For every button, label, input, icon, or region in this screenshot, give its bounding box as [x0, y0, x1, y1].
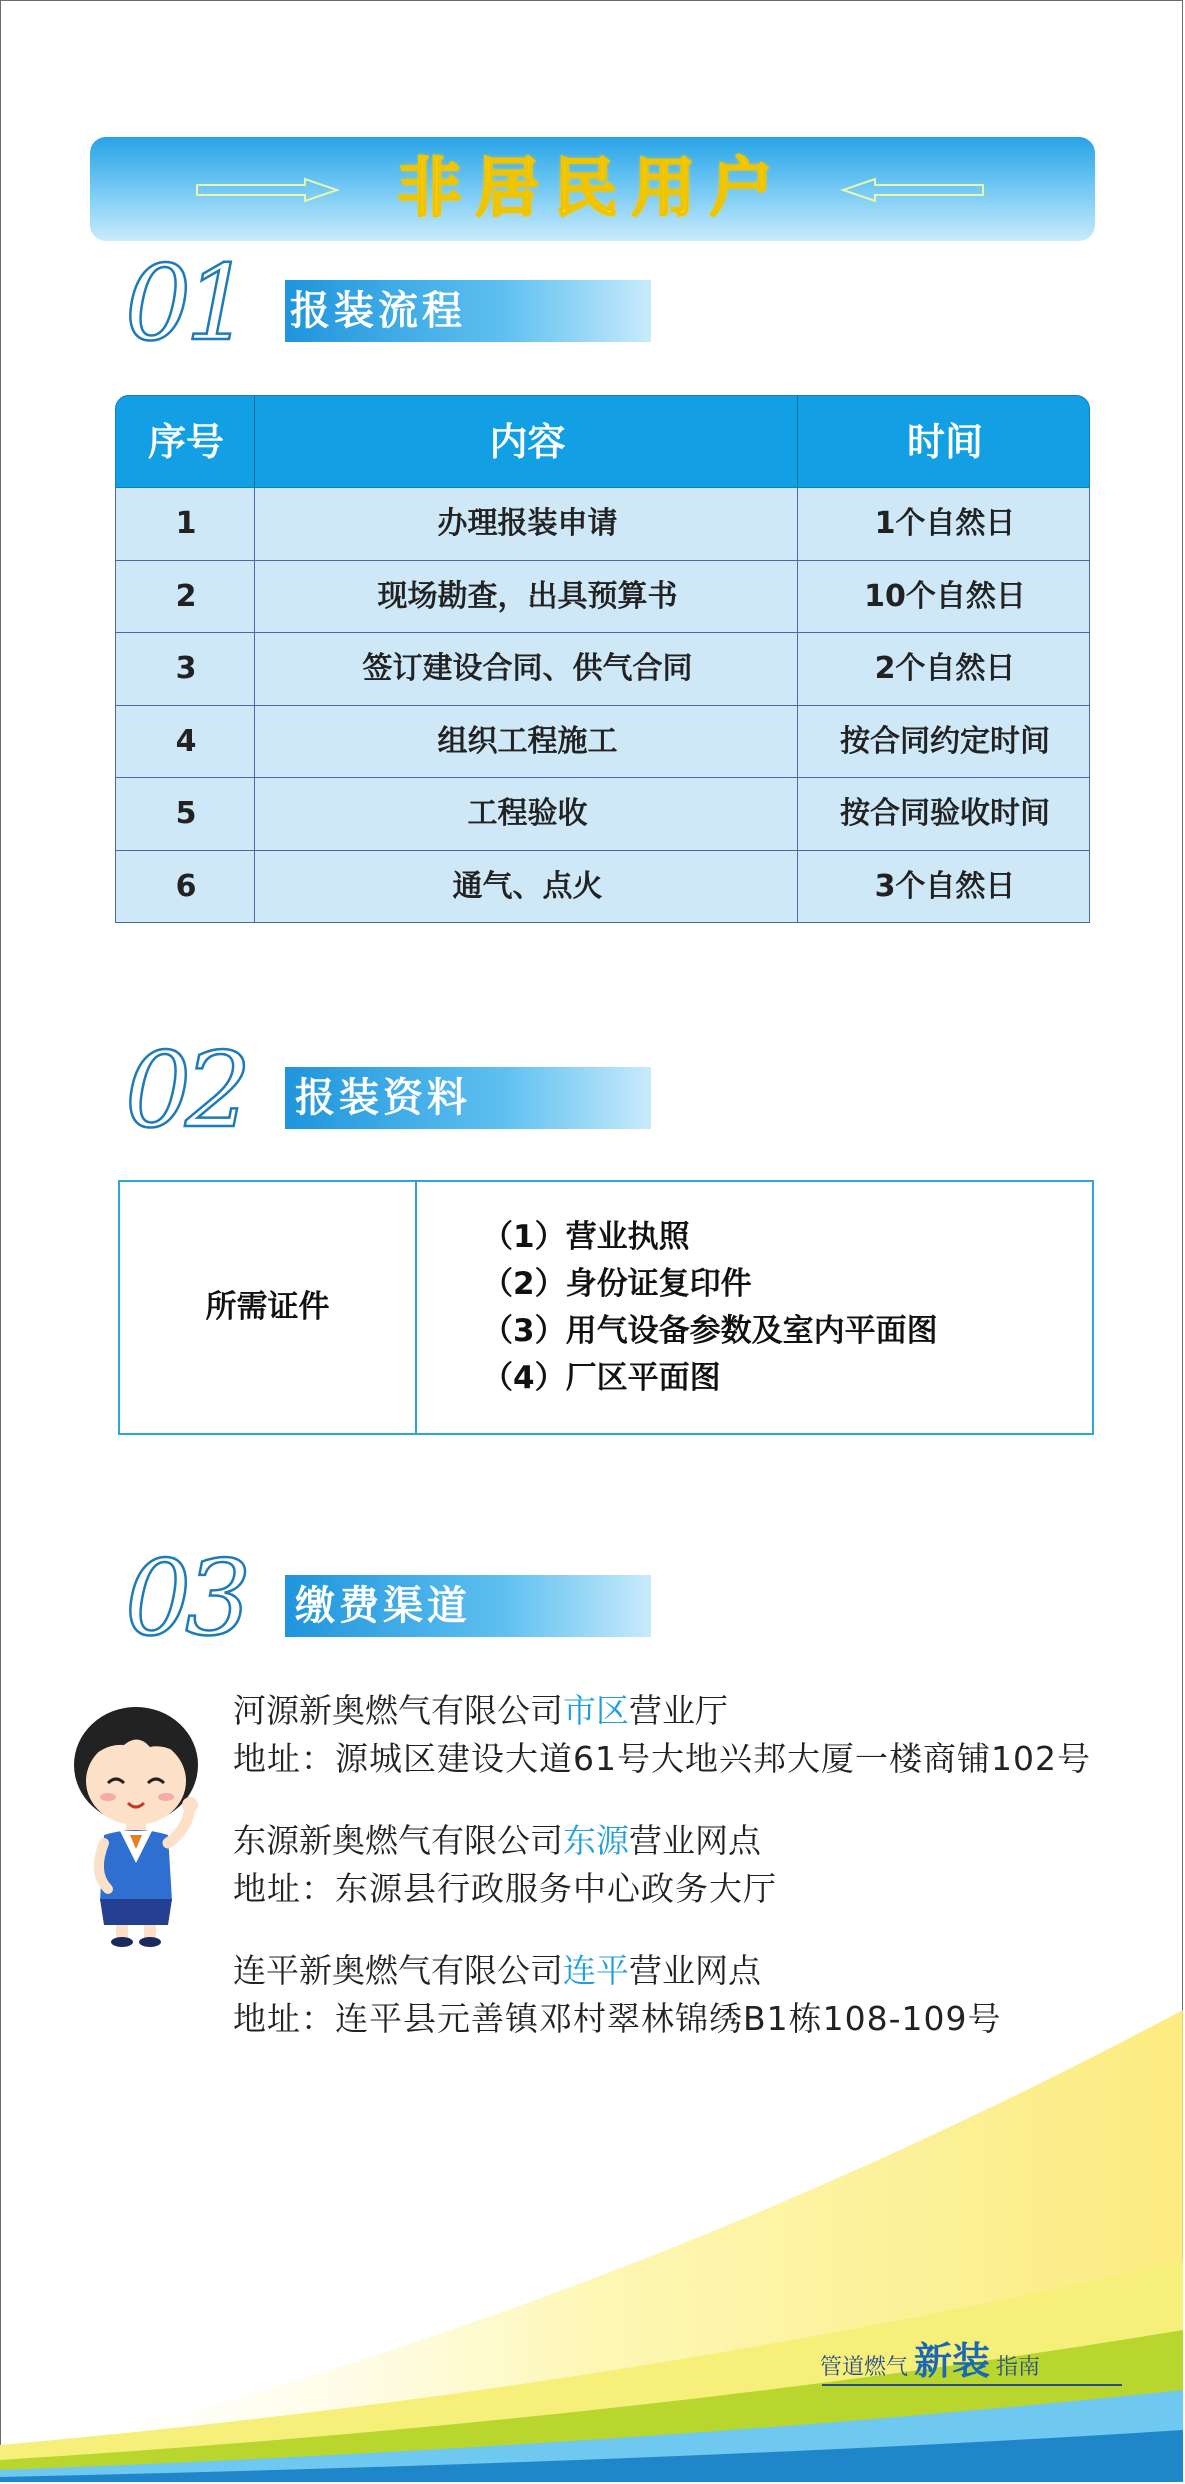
- cell-time: 按合同验收时间: [840, 796, 1050, 831]
- cell-content: 现场勘查，出具预算书: [377, 578, 678, 614]
- table-row: [115, 561, 1090, 634]
- section-title: 报装流程: [290, 288, 466, 334]
- office-district: 市区: [563, 1691, 629, 1730]
- table-row: [115, 488, 1090, 561]
- process-table: [115, 395, 1090, 923]
- section-title: 缴费渠道: [295, 1583, 471, 1629]
- cell-index: 6: [175, 868, 197, 904]
- office-name: 连平新奥燃气有限公司连平营业网点: [233, 1951, 761, 1990]
- office-name: 河源新奥燃气有限公司市区营业厅: [233, 1691, 728, 1730]
- office-district: 连平: [563, 1951, 629, 1990]
- table-header: [115, 395, 1090, 488]
- page-title: 非居民用户: [397, 152, 788, 226]
- header-content: 内容: [489, 420, 566, 464]
- cell-index: 1: [175, 506, 197, 541]
- table-row: [115, 778, 1090, 851]
- section-title: 报装资料: [295, 1075, 471, 1121]
- cell-time: 2个自然日: [874, 651, 1016, 686]
- title-banner: [90, 137, 1095, 241]
- office-name: 东源新奥燃气有限公司东源营业网点: [233, 1821, 761, 1860]
- header-time: 时间: [906, 420, 983, 464]
- footer-pre: 管道燃气: [820, 2355, 909, 2380]
- section-number: 02: [125, 1029, 246, 1151]
- cell-index: 5: [175, 796, 197, 831]
- list-item: （2）身份证复印件: [482, 1266, 752, 1302]
- list-item: （4）厂区平面图: [482, 1360, 721, 1396]
- cell-content: 组织工程施工: [437, 723, 618, 759]
- cell-time: 10个自然日: [864, 578, 1026, 614]
- office-district: 东源: [563, 1821, 629, 1860]
- footer-post: 指南: [996, 2355, 1041, 2380]
- footer-guide: [820, 2330, 1040, 2385]
- section-header-process: [125, 242, 535, 364]
- cell-index: 2: [175, 578, 197, 614]
- documents-label-cell: [120, 1182, 417, 1433]
- table-row: [115, 633, 1090, 706]
- section-number: 03: [125, 1537, 246, 1659]
- section-header-payment: [125, 1537, 535, 1659]
- section-header-documents: [125, 1029, 535, 1151]
- cell-content: 通气、点火: [452, 868, 603, 904]
- cell-index: 4: [175, 723, 197, 759]
- table-row: [115, 851, 1090, 924]
- section-number: 01: [125, 242, 246, 364]
- documents-label: 所需证件: [205, 1289, 330, 1325]
- documents-list: [482, 1214, 938, 1402]
- documents-table: [118, 1180, 1094, 1435]
- cell-content: 工程验收: [467, 796, 588, 831]
- office-address: 地址：源城区建设大道61号大地兴邦大厦一楼商铺102号: [233, 1739, 1091, 1778]
- cell-index: 3: [175, 651, 197, 686]
- footer-underline: [822, 2384, 1122, 2386]
- cell-content: 签订建设合同、供气合同: [362, 651, 693, 686]
- office-address: 地址：东源县行政服务中心政务大厅: [233, 1869, 777, 1908]
- mascot-illustration: [68, 1703, 208, 1948]
- header-index: 序号: [147, 420, 224, 464]
- footer-big: 新装: [914, 2339, 991, 2383]
- cell-time: 1个自然日: [874, 506, 1016, 541]
- list-item: （1）营业执照: [482, 1219, 690, 1255]
- cell-time: 3个自然日: [874, 868, 1016, 904]
- decorative-waves: [0, 1990, 1183, 2482]
- cell-time: 按合同约定时间: [840, 723, 1050, 759]
- table-row: [115, 706, 1090, 779]
- list-item: （3）用气设备参数及室内平面图: [482, 1313, 938, 1349]
- arrow-left-icon: [840, 177, 985, 203]
- office-address: 地址：连平县元善镇邓村翠林锦绣B1栋108-109号: [233, 1999, 1002, 2038]
- cell-content: 办理报装申请: [437, 506, 618, 541]
